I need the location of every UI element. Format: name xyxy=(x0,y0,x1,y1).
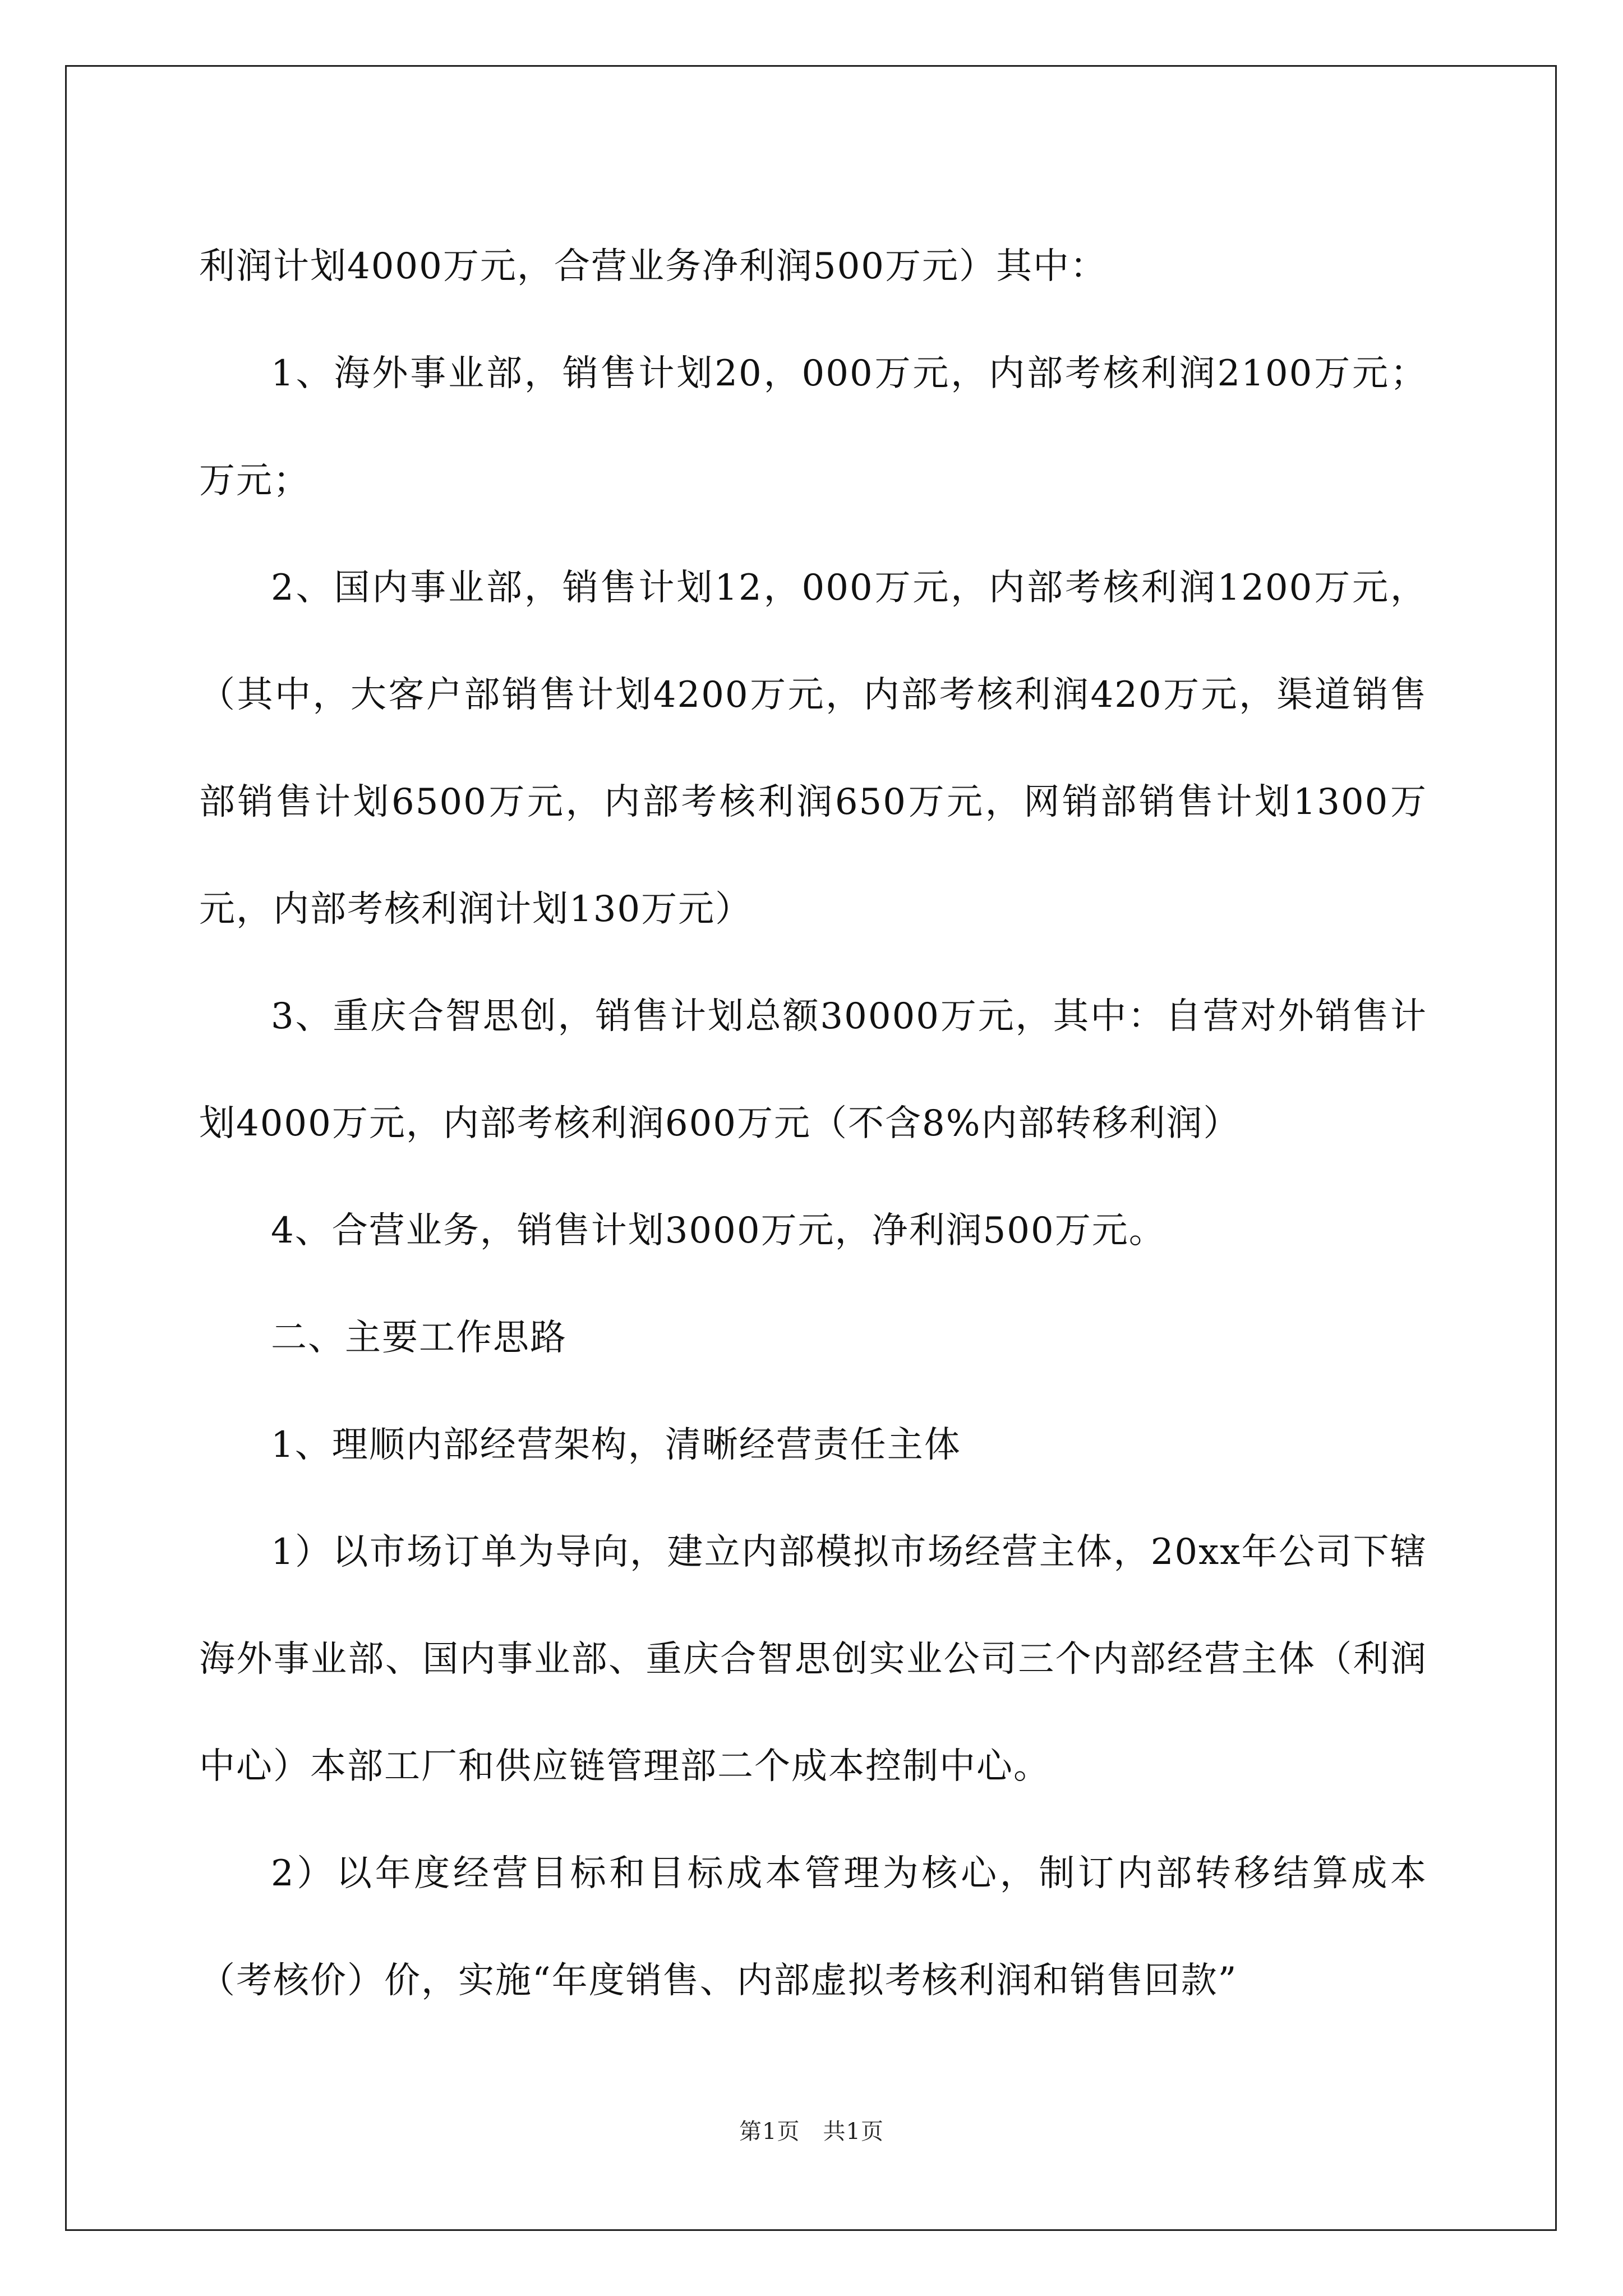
paragraph-1: 利润计划4000万元，合营业务净利润500万元）其中： xyxy=(199,246,1108,287)
paragraph-2: 1、海外事业部，销售计划20，000万元，内部考核利润2100万元；万元； xyxy=(199,353,1427,501)
paragraph-7: 2）以年度经营目标和目标成本管理为核心，制订内部转移结算成本（考核价）价，实施“年度销售、内部虚拟考核利润和销售回款” xyxy=(199,1853,1427,2001)
subheading-1: 1、理顺内部经营架构，清晰经营责任主体 xyxy=(271,1424,961,1466)
document-body xyxy=(199,213,1427,2035)
page-footer: 第1页 共1页 xyxy=(739,2119,884,2145)
paragraph-6: 1）以市场订单为导向，建立内部模拟市场经营主体，20xx年公司下辖海外事业部、国内事业部、重庆合智思创实业公司三个内部经营主体（利润中心）本部工厂和供应链管理部二个成本控制中心。 xyxy=(199,1531,1427,1787)
paragraph-5: 4、合营业务，销售计划3000万元，净利润500万元。 xyxy=(271,1210,1166,1251)
paragraph-3: 2、国内事业部，销售计划12，000万元，内部考核利润1200万元，（其中，大客户部销售计划4200万元，内部考核利润420万元，渠道销售部销售计划6500万元，内部考核利润650万元，网销部销售计划1300万元，内部考核利润计划130万元） xyxy=(199,567,1427,930)
paragraph-4: 3、重庆合智思创，销售计划总额30000万元，其中：自营对外销售计划4000万元，内部考核利润600万元（不含8%内部转移利润） xyxy=(199,996,1427,1144)
section-heading: 二、主要工作思路 xyxy=(271,1317,567,1359)
